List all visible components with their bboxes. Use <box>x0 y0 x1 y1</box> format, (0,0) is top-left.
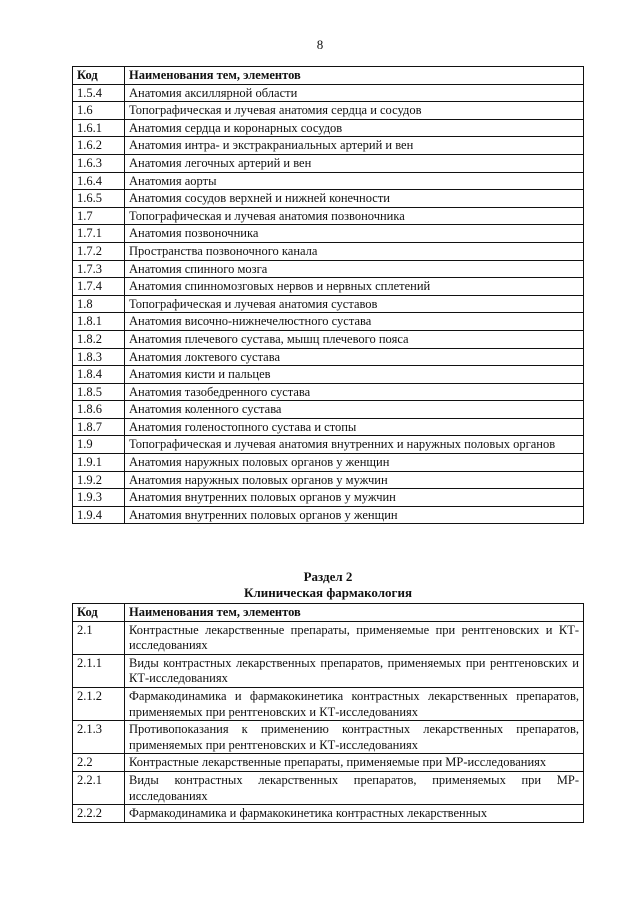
row-code: 1.9 <box>73 436 125 454</box>
row-topic-name: Виды контрастных лекарственных препаратов, применяемых при рентгеновских и КТ-исследованиях <box>125 654 584 687</box>
table-header-row <box>73 67 584 85</box>
table-row <box>73 418 584 436</box>
table-row <box>73 754 584 772</box>
table-row <box>73 278 584 296</box>
table-row <box>73 489 584 507</box>
row-topic-name: Анатомия сердца и коронарных сосудов <box>125 119 584 137</box>
row-code: 1.9.2 <box>73 471 125 489</box>
row-code: 2.2 <box>73 754 125 772</box>
row-code: 1.5.4 <box>73 84 125 102</box>
row-topic-name: Топографическая и лучевая анатомия внутренних и наружных половых органов <box>125 436 584 454</box>
table-row <box>73 295 584 313</box>
row-code: 1.6.5 <box>73 190 125 208</box>
row-topic-name: Пространства позвоночного канала <box>125 242 584 260</box>
row-code: 1.8 <box>73 295 125 313</box>
row-code: 1.8.6 <box>73 401 125 419</box>
table-row <box>73 401 584 419</box>
table-body <box>73 84 584 524</box>
row-code: 1.6.4 <box>73 172 125 190</box>
row-topic-name: Анатомия аксиллярной области <box>125 84 584 102</box>
table-row <box>73 330 584 348</box>
table-row <box>73 242 584 260</box>
table-row <box>73 687 584 720</box>
table-row <box>73 506 584 524</box>
table-row <box>73 654 584 687</box>
row-code: 1.9.4 <box>73 506 125 524</box>
row-topic-name: Анатомия внутренних половых органов у мужчин <box>125 489 584 507</box>
row-topic-name: Анатомия спинномозговых нервов и нервных сплетений <box>125 278 584 296</box>
row-code: 1.8.4 <box>73 366 125 384</box>
topics-table-section-2 <box>72 603 584 823</box>
row-code: 2.2.1 <box>73 771 125 804</box>
row-code: 1.6.2 <box>73 137 125 155</box>
row-code: 1.7.2 <box>73 242 125 260</box>
table-row <box>73 137 584 155</box>
page-number: 8 <box>316 37 324 52</box>
row-code: 1.7.1 <box>73 225 125 243</box>
table-row <box>73 154 584 172</box>
row-topic-name: Топографическая и лучевая анатомия сердца и сосудов <box>125 102 584 120</box>
table-row <box>73 383 584 401</box>
row-topic-name: Контрастные лекарственные препараты, применяемые при МР-исследованиях <box>125 754 584 772</box>
row-topic-name: Анатомия спинного мозга <box>125 260 584 278</box>
row-topic-name: Контрастные лекарственные препараты, применяемые при рентгеновских и КТ-исследованиях <box>125 621 584 654</box>
row-topic-name: Фармакодинамика и фармакокинетика контрастных лекарственных препаратов, применяемых при рентгеновских и КТ-исследованиях <box>125 687 584 720</box>
name-column-header: Наименования тем, элементов <box>125 67 584 85</box>
row-code: 1.8.3 <box>73 348 125 366</box>
row-code: 1.6.3 <box>73 154 125 172</box>
row-topic-name: Анатомия аорты <box>125 172 584 190</box>
row-topic-name: Фармакодинамика и фармакокинетика контрастных лекарственных <box>125 805 584 823</box>
table-row <box>73 102 584 120</box>
row-topic-name: Анатомия позвоночника <box>125 225 584 243</box>
row-topic-name: Виды контрастных лекарственных препаратов, применяемых при МР-исследованиях <box>125 771 584 804</box>
row-topic-name: Анатомия сосудов верхней и нижней конечности <box>125 190 584 208</box>
code-column-header: Код <box>73 604 125 622</box>
table-row <box>73 366 584 384</box>
table-row <box>73 119 584 137</box>
row-code: 1.6.1 <box>73 119 125 137</box>
table-row <box>73 771 584 804</box>
topics-table-section-1 <box>72 66 584 524</box>
row-code: 1.7.4 <box>73 278 125 296</box>
row-topic-name: Анатомия кисти и пальцев <box>125 366 584 384</box>
table-header-row <box>73 604 584 622</box>
table-row <box>73 454 584 472</box>
table-row <box>73 207 584 225</box>
code-column-header: Код <box>73 67 125 85</box>
row-code: 2.1.1 <box>73 654 125 687</box>
row-code: 2.2.2 <box>73 805 125 823</box>
row-topic-name: Топографическая и лучевая анатомия суставов <box>125 295 584 313</box>
row-code: 1.9.1 <box>73 454 125 472</box>
table-row <box>73 471 584 489</box>
row-code: 1.7.3 <box>73 260 125 278</box>
row-topic-name: Анатомия височно-нижнечелюстного сустава <box>125 313 584 331</box>
row-code: 1.6 <box>73 102 125 120</box>
table-row <box>73 348 584 366</box>
row-code: 1.8.2 <box>73 330 125 348</box>
table-body <box>73 621 584 822</box>
row-code: 1.8.5 <box>73 383 125 401</box>
section-title: Клиническая фармакология <box>244 585 412 600</box>
row-topic-name: Анатомия внутренних половых органов у женщин <box>125 506 584 524</box>
row-code: 2.1 <box>73 621 125 654</box>
table-row <box>73 313 584 331</box>
row-code: 1.7 <box>73 207 125 225</box>
table-row <box>73 225 584 243</box>
row-code: 2.1.3 <box>73 721 125 754</box>
table-row <box>73 260 584 278</box>
row-topic-name: Анатомия наружных половых органов у мужчин <box>125 471 584 489</box>
table-row <box>73 805 584 823</box>
row-topic-name: Топографическая и лучевая анатомия позвоночника <box>125 207 584 225</box>
table-row <box>73 436 584 454</box>
table-row <box>73 721 584 754</box>
row-topic-name: Противопоказания к применению контрастных лекарственных препаратов, применяемых при рентгеновских и КТ-исследованиях <box>125 721 584 754</box>
row-topic-name: Анатомия тазобедренного сустава <box>125 383 584 401</box>
row-topic-name: Анатомия наружных половых органов у женщин <box>125 454 584 472</box>
row-topic-name: Анатомия коленного сустава <box>125 401 584 419</box>
table-row <box>73 621 584 654</box>
row-topic-name: Анатомия локтевого сустава <box>125 348 584 366</box>
section-number: Раздел 2 <box>303 569 353 584</box>
row-code: 1.9.3 <box>73 489 125 507</box>
row-topic-name: Анатомия легочных артерий и вен <box>125 154 584 172</box>
row-topic-name: Анатомия голеностопного сустава и стопы <box>125 418 584 436</box>
table-row <box>73 172 584 190</box>
row-code: 1.8.7 <box>73 418 125 436</box>
row-code: 1.8.1 <box>73 313 125 331</box>
row-code: 2.1.2 <box>73 687 125 720</box>
table-row <box>73 84 584 102</box>
name-column-header: Наименования тем, элементов <box>125 604 584 622</box>
row-topic-name: Анатомия интра- и экстракраниальных артерий и вен <box>125 137 584 155</box>
row-topic-name: Анатомия плечевого сустава, мышц плечевого пояса <box>125 330 584 348</box>
table-row <box>73 190 584 208</box>
